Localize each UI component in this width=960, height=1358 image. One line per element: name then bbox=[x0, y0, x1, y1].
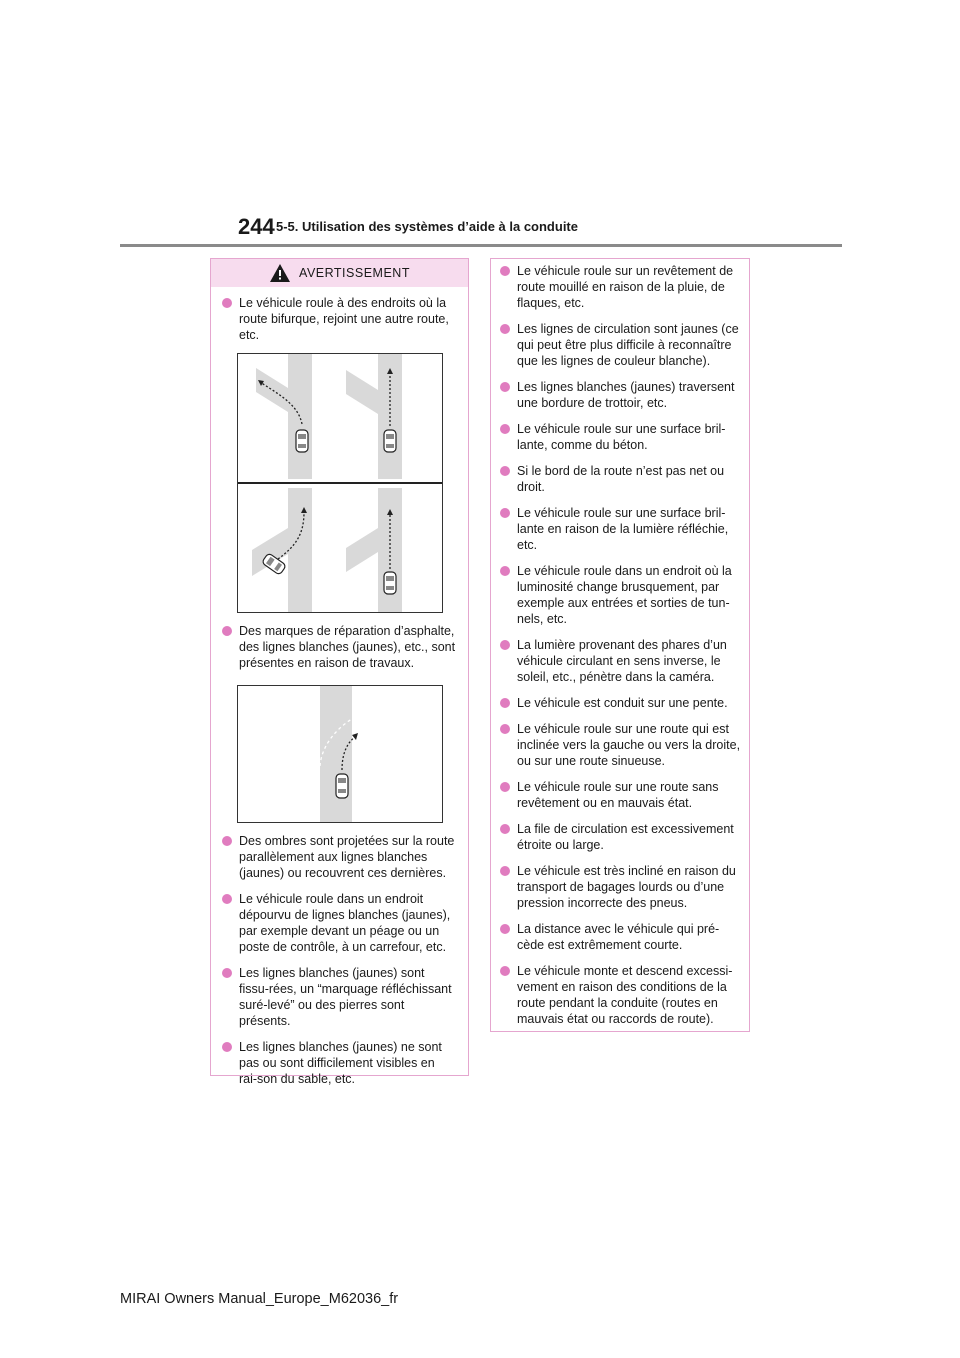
warning-item: La distance avec le véhicule qui pré-cède est extrêmement courte. bbox=[499, 921, 741, 953]
warning-item: Le véhicule roule dans un endroit dépourvu de lignes blanches (jaunes), par exemple devant un péage ou un poste de contrôle, à un carrefour, etc. bbox=[221, 891, 456, 955]
bullet-dot-icon bbox=[222, 968, 232, 978]
bullet-dot-icon bbox=[500, 782, 510, 792]
bullet-dot-icon bbox=[222, 626, 232, 636]
warning-item: Le véhicule est très incliné en raison du transport de bagages lourds ou d’une pression incorrecte des pneus. bbox=[499, 863, 741, 911]
warning-item: Le véhicule roule sur une surface bril-lante en raison de la lumière réfléchie, etc. bbox=[499, 505, 741, 553]
bullet-dot-icon bbox=[222, 894, 232, 904]
warning-item: Le véhicule roule sur une route sans revêtement ou en mauvais état. bbox=[499, 779, 741, 811]
warning-box-left bbox=[210, 258, 469, 1086]
warning-box-right bbox=[490, 258, 750, 1032]
car-icon bbox=[296, 430, 308, 452]
section-title: 5-5. Utilisation des systèmes d’aide à la conduite bbox=[276, 219, 578, 234]
warning-triangle-icon bbox=[269, 263, 291, 283]
warning-item: La lumière provenant des phares d’un véhicule circulant en sens inverse, le soleil, etc., pénètre dans la caméra. bbox=[499, 637, 741, 685]
warning-item: Si le bord de la route n’est pas net ou droit. bbox=[499, 463, 741, 495]
bullet-dot-icon bbox=[500, 924, 510, 934]
bullet-dot-icon bbox=[500, 382, 510, 392]
bullet-dot-icon bbox=[500, 324, 510, 334]
bullet-dot-icon bbox=[500, 266, 510, 276]
warning-item: Les lignes blanches (jaunes) ne sont pas ou sont difficilement visibles en rai-son du sable, etc. bbox=[221, 1039, 456, 1087]
warning-item: Le véhicule roule sur une route qui est inclinée vers la gauche ou vers la droite, ou sur une route sinueuse. bbox=[499, 721, 741, 769]
bullet-dot-icon bbox=[500, 466, 510, 476]
warning-item: Des ombres sont projetées sur la route parallèlement aux lignes blanches (jaunes) ou recouvrent ces dernières. bbox=[221, 833, 456, 881]
bullet-dot-icon bbox=[222, 298, 232, 308]
warning-item: Le véhicule roule sur un revêtement de route mouillé en raison de la pluie, de flaques, etc. bbox=[499, 263, 741, 311]
bullet-dot-icon bbox=[500, 966, 510, 976]
bullet-dot-icon bbox=[500, 508, 510, 518]
page-number: 244 bbox=[238, 214, 275, 239]
warning-item: Des marques de réparation d’asphalte, des lignes blanches (jaunes), etc., sont présentes en raison de travaux. bbox=[221, 623, 456, 671]
bullet-dot-icon bbox=[222, 1042, 232, 1052]
warning-item: Le véhicule roule dans un endroit où la luminosité change brusquement, par exemple aux entrées et sorties de tun-nels, etc. bbox=[499, 563, 741, 627]
road-fork-illustration bbox=[237, 353, 443, 613]
bullet-dot-icon bbox=[500, 866, 510, 876]
warning-item: Les lignes blanches (jaunes) sont fissu-rées, un “marquage réfléchissant suré-levé” ou des pierres sont présents. bbox=[221, 965, 456, 1029]
warning-item: Les lignes blanches (jaunes) traversent une bordure de trottoir, etc. bbox=[499, 379, 741, 411]
warning-title: AVERTISSEMENT bbox=[299, 266, 410, 280]
bullet-dot-icon bbox=[500, 424, 510, 434]
warning-item: Le véhicule est conduit sur une pente. bbox=[499, 695, 741, 711]
warning-item: Le véhicule roule sur une surface bril-lante, comme du béton. bbox=[499, 421, 741, 453]
warning-item: Le véhicule monte et descend excessi-vement en raison des conditions de la route pendant la conduite (routes en mauvais état ou raccords de route). bbox=[499, 963, 741, 1027]
bullet-dot-icon bbox=[222, 836, 232, 846]
warning-item: Le véhicule roule à des endroits où la route bifurque, rejoint une autre route, etc. bbox=[221, 295, 456, 343]
warning-item: La file de circulation est excessivement étroite ou large. bbox=[499, 821, 741, 853]
header-divider bbox=[120, 244, 842, 247]
bullet-dot-icon bbox=[500, 566, 510, 576]
footer-manual-id: MIRAI Owners Manual_Europe_M62036_fr bbox=[120, 1291, 399, 1307]
bullet-dot-icon bbox=[500, 640, 510, 650]
bullet-dot-icon bbox=[500, 698, 510, 708]
road-repair-illustration bbox=[237, 685, 443, 823]
warning-item: Les lignes de circulation sont jaunes (ce qui peut être plus difficile à reconnaître que les lignes de couleur blanche). bbox=[499, 321, 741, 369]
bullet-dot-icon bbox=[500, 724, 510, 734]
warning-header bbox=[211, 259, 468, 287]
bullet-dot-icon bbox=[500, 824, 510, 834]
